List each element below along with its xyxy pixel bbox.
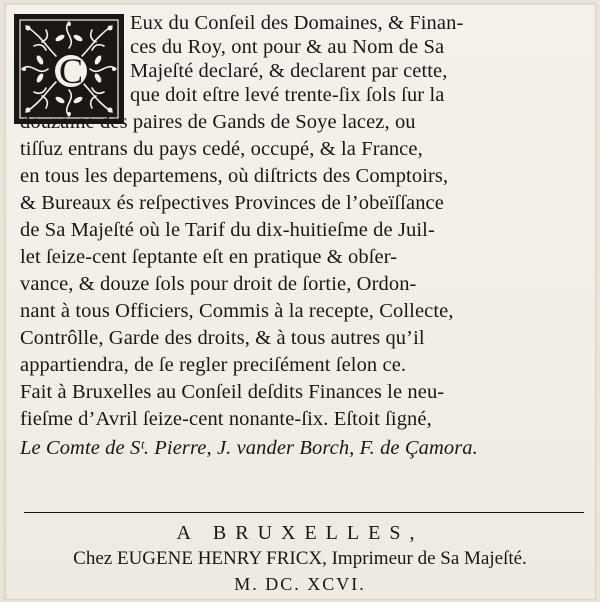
text-line: que doit eſtre levé trente-ſix ſols ſur la — [130, 84, 445, 106]
text-line: ces du Roy, ont pour & au Nom de Sa — [130, 36, 445, 58]
text-line: en tous les departemens, où diſtricts des Comptoirs, — [20, 165, 449, 187]
text-line: Contrôlle, Garde des droits, & à tous autres qu’il — [20, 327, 425, 349]
imprint-city: A BRUXELLES, — [176, 522, 424, 544]
drop-cap-letter: C — [53, 53, 89, 89]
divider-rule — [24, 512, 584, 513]
imprint-year: M. DC. XCVI. — [234, 574, 366, 594]
text-line: vance, & douze ſols pour droit de ſortie, Ordon- — [20, 273, 417, 295]
text-line: douzaine des paires de Gands de Soye lacez, ou — [20, 111, 416, 133]
text-line: & Bureaux és reſpectives Provinces de l’obeïſſance — [20, 192, 444, 214]
text-line: Eux du Conſeil des Domaines, & Finan- — [130, 12, 464, 34]
ornamental-drop-cap — [14, 14, 124, 124]
text-line: Fait à Bruxelles au Conſeil deſdits Finances le neu- — [20, 381, 445, 403]
text-line: let ſeize-cent ſeptante eſt en pratique & obſer- — [20, 246, 398, 268]
text-line: nant à tous Officiers, Commis à la recepte, Collecte, — [20, 300, 454, 322]
text-line: de Sa Majeſté où le Tarif du dix-huitieſme de Juil- — [20, 219, 435, 241]
text-line: fieſme d’Avril ſeize-cent nonante-ſix. Eſtoit ſigné, — [20, 408, 432, 430]
text-line: appartiendra, de ſe regler preciſément ſelon ce. — [20, 354, 407, 376]
signatures-line: Le Comte de Sᵗ. Pierre, J. vander Borch, F. de Çamora. — [20, 437, 478, 459]
imprint-printer: Chez EUGENE HENRY FRICX, Imprimeur de Sa Majeſté. — [73, 548, 527, 569]
text-line: tiſſuz entrans du pays cedé, occupé, & la France, — [20, 138, 423, 160]
text-line: Majeſté declaré, & declarent par cette, — [130, 60, 448, 82]
